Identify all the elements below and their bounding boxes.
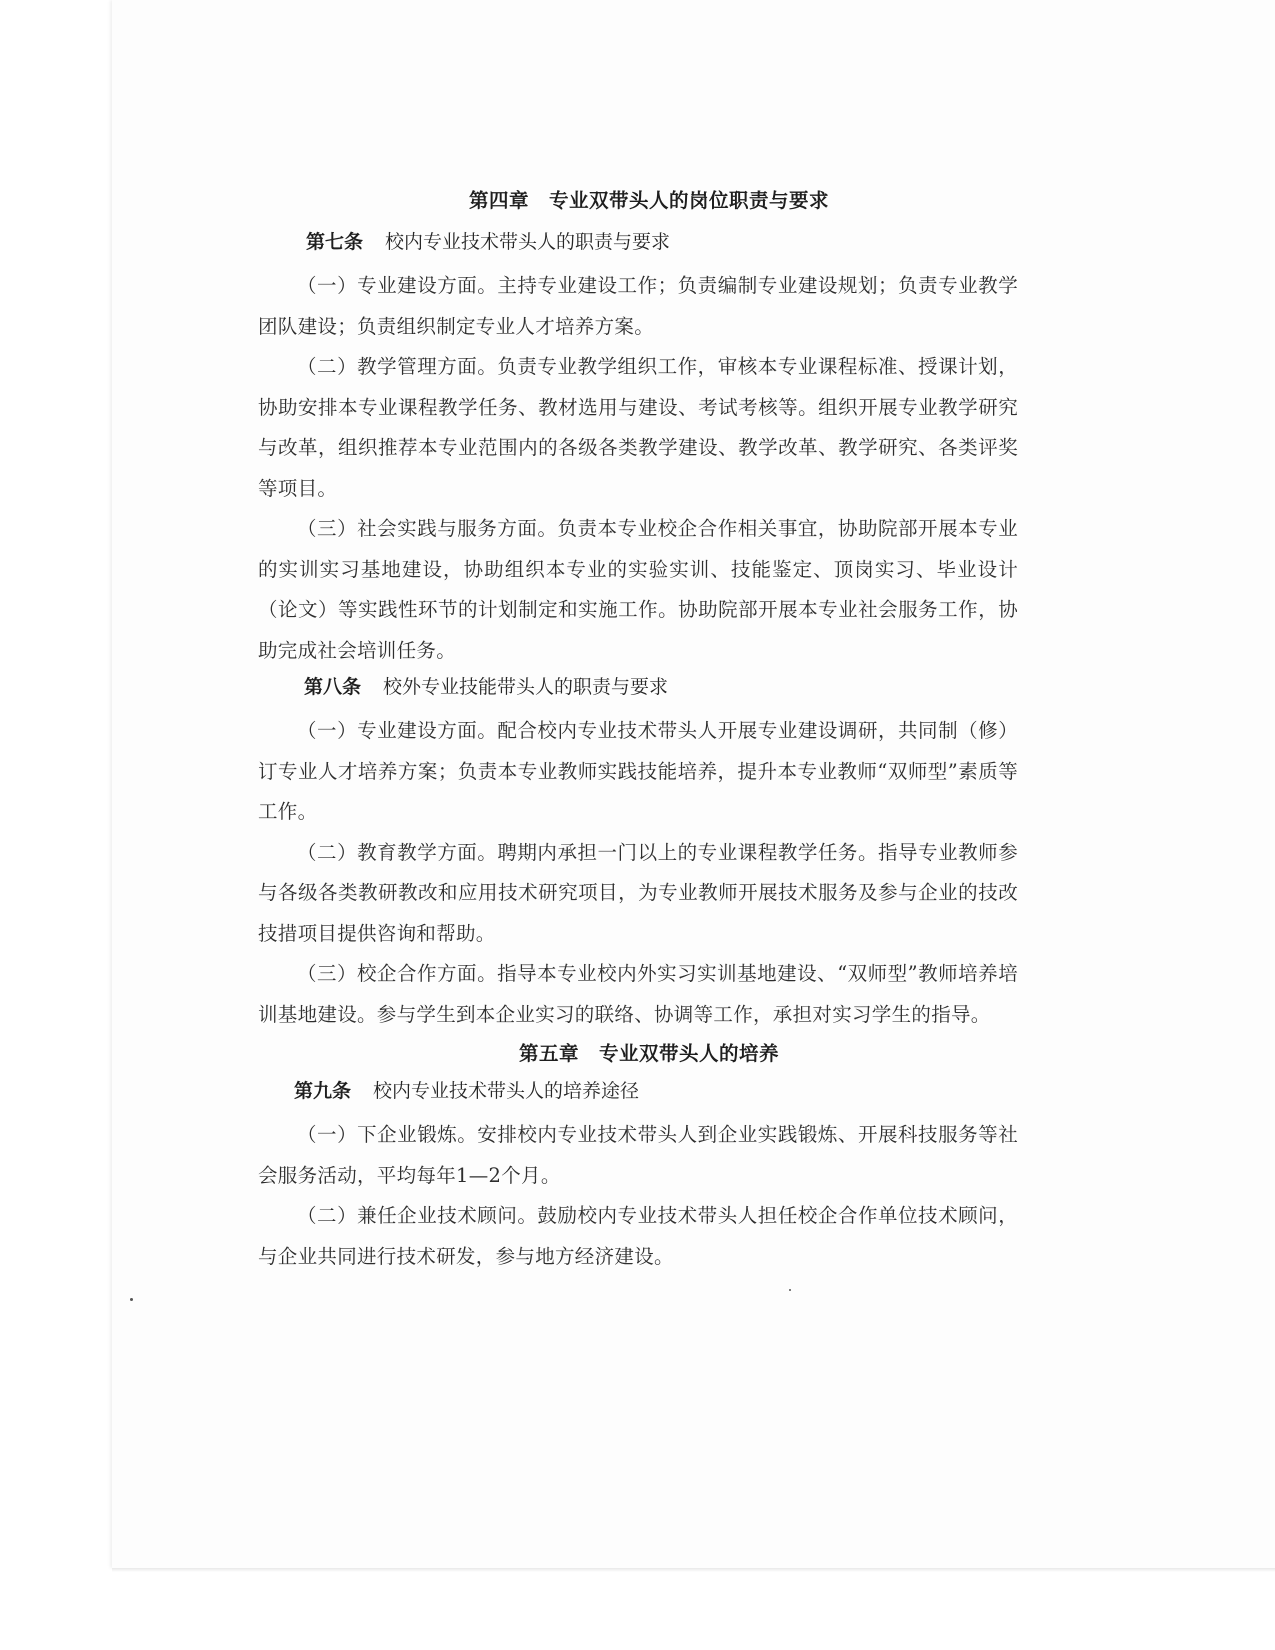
article-9-paragraph: （一）下企业锻炼。安排校内专业技术带头人到企业实践锻炼、开展科技服务等社会服务活动，平均每年1—2个月。 bbox=[258, 1123, 1018, 1187]
scan-speck bbox=[789, 1289, 791, 1291]
chapter-4-title: 第四章 专业双带头人的岗位职责与要求 bbox=[468, 189, 829, 212]
article-8-paragraph: （二）教育教学方面。聘期内承担一门以上的专业课程教学任务。指导专业教师参与各级各类教研教改和应用技术研究项目，为专业教师开展技术服务及参与企业的技改技措项目提供咨询和帮助。 bbox=[258, 840, 1018, 945]
article-8-heading bbox=[258, 671, 1018, 703]
article-9-number: 第九条 bbox=[294, 1080, 352, 1102]
article-9-paragraph: （二）兼任企业技术顾问。鼓励校内专业技术带头人担任校企合作单位技术顾问，与企业共同进行技术研发，参与地方经济建设。 bbox=[258, 1204, 1018, 1268]
article-7-paragraph: （三）社会实践与服务方面。负责本专业校企合作相关事宜，协助院部开展本专业的实训实习基地建设，协助组织本专业的实验实训、技能鉴定、顶岗实习、毕业设计（论文）等实践性环节的计划制定和实施工作。协助院部开展本专业社会服务工作，协助完成社会培训任务。 bbox=[258, 517, 1018, 662]
article-7-title: 校内专业技术带头人的职责与要求 bbox=[385, 231, 671, 253]
article-8-title: 校外专业技能带头人的职责与要求 bbox=[383, 676, 669, 698]
article-7-heading bbox=[258, 226, 1018, 258]
article-7-paragraph: （一）专业建设方面。主持专业建设工作；负责编制专业建设规划；负责专业教学团队建设；负责组织制定专业人才培养方案。 bbox=[258, 274, 1018, 338]
article-8-paragraph: （三）校企合作方面。指导本专业校内外实习实训基地建设、“双师型”教师培养培训基地建设。参与学生到本企业实习的联络、协调等工作，承担对实习学生的指导。 bbox=[258, 962, 1018, 1026]
article-8-paragraph: （一）专业建设方面。配合校内专业技术带头人开展专业建设调研，共同制（修）订专业人才培养方案；负责本专业教师实践技能培养，提升本专业教师“双师型”素质等工作。 bbox=[258, 719, 1018, 823]
chapter-5-title: 第五章 专业双带头人的培养 bbox=[518, 1042, 779, 1065]
page-edge-shadow bbox=[112, 1568, 1275, 1572]
article-9-heading bbox=[258, 1075, 1018, 1107]
scan-speck bbox=[130, 1298, 133, 1301]
article-9-title: 校内专业技术带头人的培养途径 bbox=[373, 1080, 640, 1102]
article-7-paragraph: （二）教学管理方面。负责专业教学组织工作，审核本专业课程标准、授课计划，协助安排本专业课程教学任务、教材选用与建设、考试考核等。组织开展专业教学研究与改革，组织推荐本专业范围内的各级各类教学建设、教学改革、教学研究、各类评奖等项目。 bbox=[258, 355, 1018, 500]
article-7-number: 第七条 bbox=[306, 231, 364, 253]
article-8-number: 第八条 bbox=[304, 676, 362, 698]
document-body bbox=[258, 186, 1018, 1277]
